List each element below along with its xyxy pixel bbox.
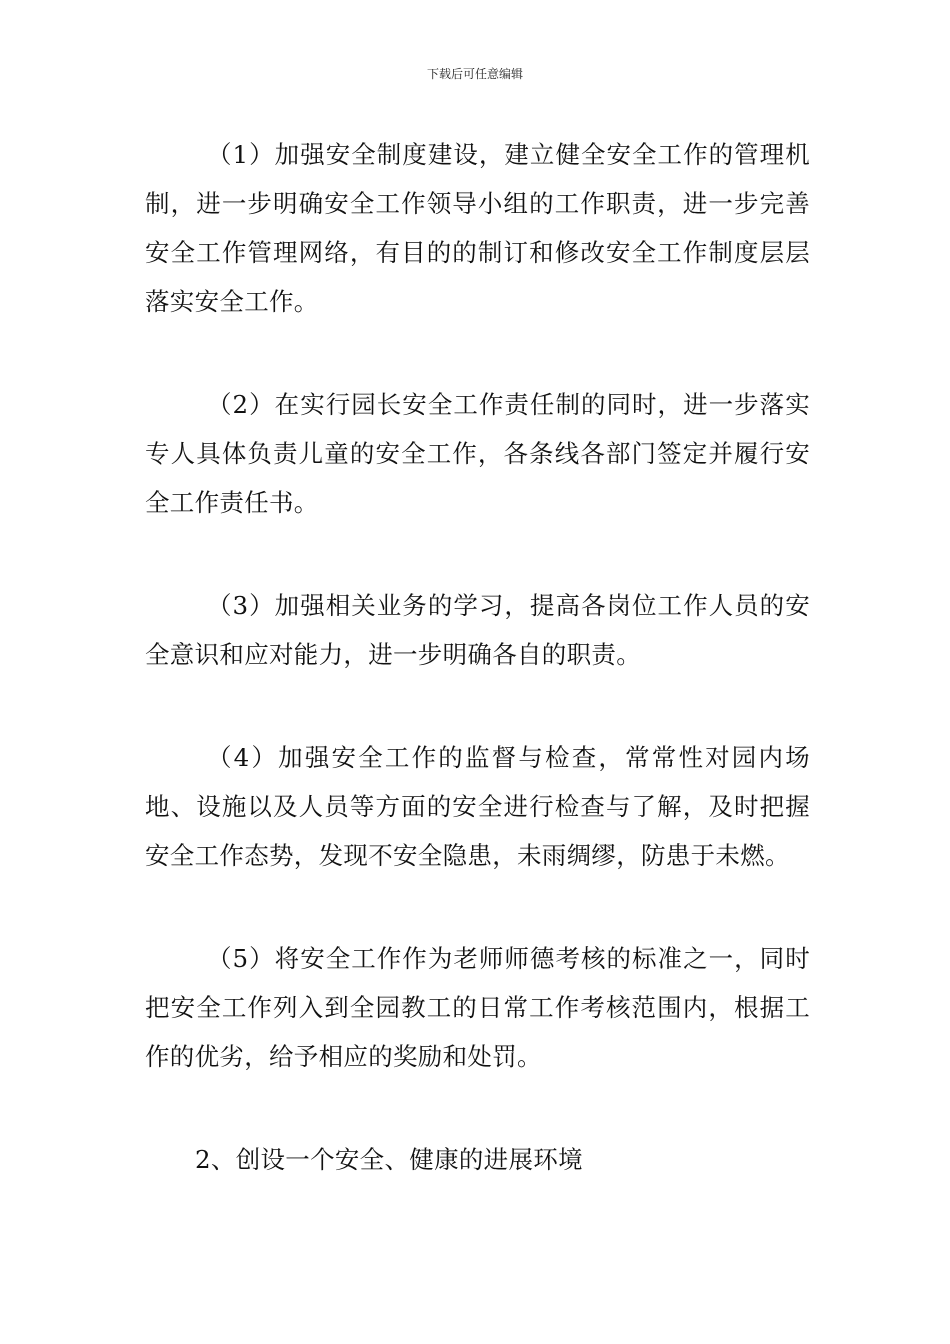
paragraph-4: （4）加强安全工作的监督与检查，常常性对园内场地、设施以及人员等方面的安全进行检查与了解，及时把握安全工作态势，发现不安全隐患，未雨绸缪，防患于未燃。 <box>145 743 810 870</box>
paragraph-2: （2）在实行园长安全工作责任制的同时，进一步落实专人具体负责儿童的安全工作，各条线各部门签定并履行安全工作责任书。 <box>145 390 810 517</box>
paragraph-3: （3）加强相关业务的学习，提高各岗位工作人员的安全意识和应对能力，进一步明确各自的职责。 <box>145 591 810 669</box>
page-header-note: 下载后可任意编辑 <box>426 67 523 81</box>
paragraph-5: （5）将安全工作作为老师师德考核的标准之一，同时把安全工作列入到全园教工的日常工作考核范围内，根据工作的优劣，给予相应的奖励和处罚。 <box>145 944 810 1071</box>
paragraph-1: （1）加强安全制度建设，建立健全安全工作的管理机制，进一步明确安全工作领导小组的工作职责，进一步完善安全工作管理网络，有目的的制订和修改安全工作制度层层落实安全工作。 <box>145 140 810 316</box>
document-body <box>145 130 810 1184</box>
section-heading: 2、创设一个安全、健康的进展环境 <box>195 1145 583 1174</box>
